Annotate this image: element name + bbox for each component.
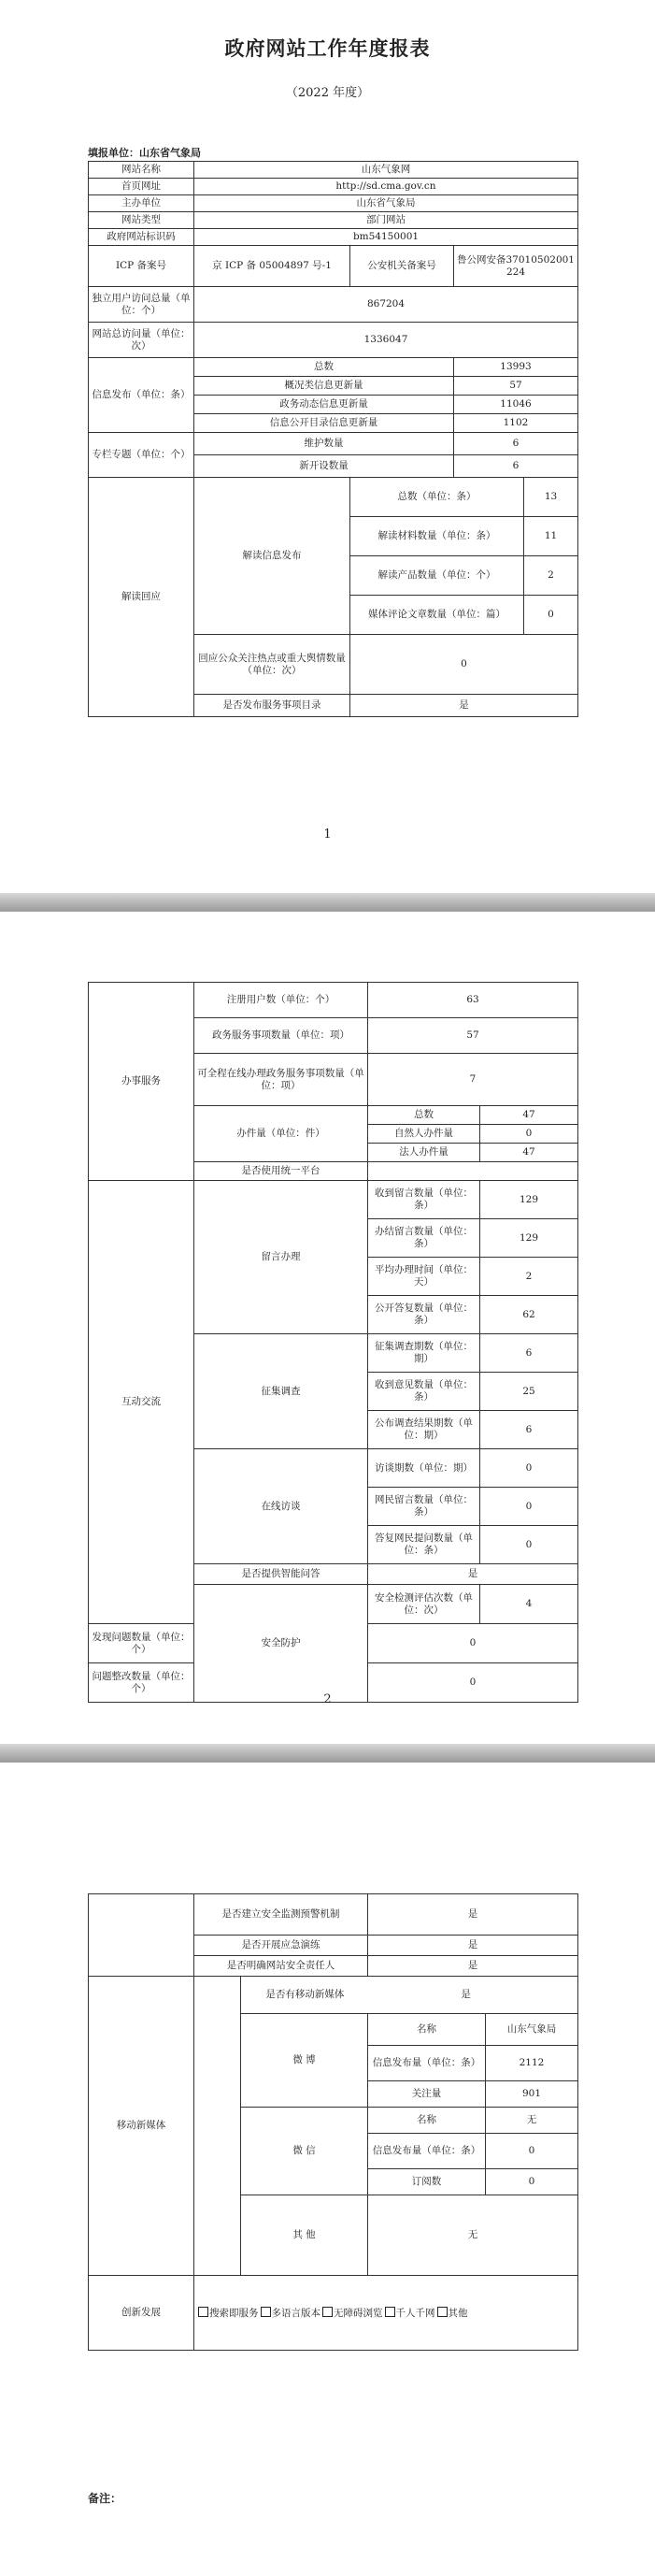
- smart-qa-label: 是否提供智能问答: [194, 1564, 368, 1585]
- pv-label: 网站总访问量（单位：次）: [89, 323, 194, 358]
- service-items-label: 政务服务事项数量（单位：项）: [194, 1018, 368, 1054]
- security-drill-label: 是否开展应急演练: [194, 1936, 368, 1956]
- security-checks-label: 安全检测评估次数（单位：次）: [368, 1585, 480, 1624]
- home-url-value: http://sd.cma.gov.cn: [194, 179, 578, 195]
- interpret-label: 解读回应: [89, 478, 194, 717]
- topics-maintain-value: 6: [454, 433, 578, 455]
- site-id-value: bm54150001: [194, 229, 578, 246]
- page-separator: [0, 893, 655, 912]
- interpret-material-label: 解读材料数量（单位：条）: [350, 517, 524, 556]
- report-year: （2022 年度）: [285, 86, 370, 100]
- survey-periods-label: 征集调查期数（单位：期）: [368, 1334, 480, 1373]
- media-has-row: [241, 1977, 578, 2014]
- interview-netizen-value: 0: [480, 1488, 578, 1526]
- media-has-label: 是否有移动新媒体: [265, 1989, 345, 2000]
- home-url-label: 首页网址: [89, 179, 194, 195]
- psb-label: 公安机关备案号: [350, 246, 454, 287]
- psb-value: 鲁公网安备37010502001224: [454, 246, 578, 287]
- icp-value: 京 ICP 备 05004897 号-1: [194, 246, 350, 287]
- unified-platform-value: [368, 1162, 578, 1181]
- message-received-label: 收到留言数量（单位：条）: [368, 1181, 480, 1219]
- media-has-value: 是: [461, 1989, 471, 2000]
- service-legal-label: 法人办件量: [368, 1144, 480, 1162]
- security-drill-value: 是: [368, 1936, 578, 1956]
- security-issues-value: 0: [368, 1624, 578, 1663]
- report-table-page-3: [88, 1893, 578, 2351]
- publish-total-value: 13993: [454, 358, 578, 377]
- site-type-value: 部门网站: [194, 212, 578, 229]
- topics-new-label: 新开设数量: [194, 455, 454, 478]
- checkbox-icon: [322, 2307, 333, 2317]
- interpret-total-label: 总数（单位：条）: [350, 478, 524, 517]
- media-sub-cell: [194, 1977, 241, 2276]
- service-handled-label: 办件量（单位：件）: [194, 1106, 368, 1162]
- message-avg-label: 平均办理时间（单位：天）: [368, 1258, 480, 1296]
- sponsor-value: 山东省气象局: [194, 195, 578, 212]
- site-name-label: 网站名称: [89, 162, 194, 179]
- unified-platform-label: 是否使用统一平台: [194, 1162, 368, 1181]
- interview-periods-label: 访谈期数（单位：期）: [368, 1449, 480, 1488]
- interview-netizen-label: 网民留言数量（单位：条）: [368, 1488, 480, 1526]
- publish-total-label: 总数: [194, 358, 454, 377]
- site-type-label: 网站类型: [89, 212, 194, 229]
- smart-qa-value: 是: [368, 1564, 578, 1585]
- report-table-page-1: [88, 161, 578, 717]
- uv-value: 867204: [194, 287, 578, 323]
- media-other-label: 其 他: [241, 2195, 368, 2276]
- weibo-name-value: 山东气象局: [486, 2014, 578, 2046]
- security-owner-value: 是: [368, 1956, 578, 1977]
- message-public-value: 62: [480, 1296, 578, 1334]
- security-monitor-label: 是否建立安全监测预警机制: [194, 1894, 368, 1936]
- checkbox-icon: [261, 2307, 271, 2317]
- weibo-label: 微 博: [241, 2014, 368, 2108]
- weibo-posts-value: 2112: [486, 2046, 578, 2081]
- service-natural-value: 0: [480, 1125, 578, 1144]
- filing-unit: 填报单位：山东省气象局: [88, 147, 201, 159]
- security-fixed-label: 问题整改数量（单位：个）: [89, 1663, 194, 1703]
- message-done-value: 129: [480, 1219, 578, 1258]
- publish-label: 信息发布（单位：条）: [89, 358, 194, 433]
- survey-results-label: 公布调查结果期数（单位：期）: [368, 1411, 480, 1449]
- service-label: 办事服务: [89, 983, 194, 1181]
- checkbox-icon: [198, 2307, 208, 2317]
- wechat-posts-value: 0: [486, 2134, 578, 2169]
- survey-results-value: 6: [480, 1411, 578, 1449]
- report-page-2: [0, 912, 655, 1744]
- security-monitor-value: 是: [368, 1894, 578, 1936]
- service-handled-total-value: 47: [480, 1106, 578, 1125]
- service-handled-total-label: 总数: [368, 1106, 480, 1125]
- media-label: 移动新媒体: [89, 1977, 194, 2276]
- publish-dynamic-value: 11046: [454, 396, 578, 414]
- security-label: 安全防护: [194, 1585, 368, 1703]
- security-fixed-value: 0: [368, 1663, 578, 1703]
- wechat-label: 微 信: [241, 2108, 368, 2195]
- survey-periods-value: 6: [480, 1334, 578, 1373]
- wechat-subs-label: 订阅数: [368, 2169, 486, 2195]
- interview-reply-value: 0: [480, 1526, 578, 1564]
- remark-label: 备注：: [88, 2492, 122, 2505]
- security-owner-label: 是否明确网站安全责任人: [194, 1956, 368, 1977]
- message-done-label: 办结留言数量（单位：条）: [368, 1219, 480, 1258]
- service-online-label: 可全程在线办理政务服务事项数量（单位：项）: [194, 1054, 368, 1106]
- checkbox-icon: [385, 2307, 395, 2317]
- interpret-total-value: 13: [524, 478, 578, 517]
- security-issues-label: 发现问题数量（单位：个）: [89, 1624, 194, 1663]
- pv-value: 1336047: [194, 323, 578, 358]
- page-separator: [0, 1744, 655, 1763]
- topics-new-value: 6: [454, 455, 578, 478]
- publish-catalog-value: 1102: [454, 414, 578, 433]
- innovation-options: [194, 2276, 578, 2351]
- page-number-1: 1: [323, 827, 332, 842]
- site-id-label: 政府网站标识码: [89, 229, 194, 246]
- message-label: 留言办理: [194, 1181, 368, 1334]
- publish-catalog-label: 信息公开目录信息更新量: [194, 414, 454, 433]
- weibo-followers-value: 901: [486, 2081, 578, 2108]
- uv-label: 独立用户访问总量（单位：个）: [89, 287, 194, 323]
- publish-dynamic-label: 政务动态信息更新量: [194, 396, 454, 414]
- checkbox-icon: [437, 2307, 448, 2317]
- sponsor-label: 主办单位: [89, 195, 194, 212]
- innovation-option[interactable]: 无障碍浏览: [322, 2307, 383, 2320]
- innovation-option[interactable]: 搜索即服务: [198, 2307, 259, 2320]
- wechat-subs-value: 0: [486, 2169, 578, 2195]
- innovation-option[interactable]: 多语言版本: [261, 2307, 321, 2320]
- innovation-label: 创新发展: [89, 2276, 194, 2351]
- service-catalog-label: 是否发布服务事项目录: [194, 695, 350, 717]
- report-title: 政府网站工作年度报表: [224, 36, 431, 60]
- survey-opinions-label: 收到意见数量（单位：条）: [368, 1373, 480, 1411]
- interpret-material-value: 11: [524, 517, 578, 556]
- interview-periods-value: 0: [480, 1449, 578, 1488]
- service-users-value: 63: [368, 983, 578, 1018]
- publish-overview-value: 57: [454, 377, 578, 396]
- security-cont-cell: [89, 1894, 194, 1977]
- message-received-value: 129: [480, 1181, 578, 1219]
- service-legal-value: 47: [480, 1144, 578, 1162]
- site-name-value: 山东气象网: [194, 162, 578, 179]
- service-users-label: 注册用户数（单位：个）: [194, 983, 368, 1018]
- interpret-response-label: 回应公众关注热点或重大舆情数量（单位：次）: [194, 635, 350, 695]
- service-catalog-value: 是: [350, 695, 578, 717]
- innovation-option[interactable]: 千人千网: [385, 2307, 435, 2320]
- innovation-option[interactable]: 其他: [437, 2307, 468, 2320]
- interview-reply-label: 答复网民提问数量（单位：条）: [368, 1526, 480, 1564]
- interpret-publish-label: 解读信息发布: [194, 478, 350, 635]
- media-other-value: 无: [368, 2195, 578, 2276]
- weibo-name-label: 名称: [368, 2014, 486, 2046]
- interpret-media-value: 0: [524, 596, 578, 635]
- interpret-product-value: 2: [524, 556, 578, 596]
- interview-label: 在线访谈: [194, 1449, 368, 1564]
- topics-maintain-label: 维护数量: [194, 433, 454, 455]
- interpret-media-label: 媒体评论文章数量（单位：篇）: [350, 596, 524, 635]
- topics-label: 专栏专题（单位：个）: [89, 433, 194, 478]
- weibo-followers-label: 关注量: [368, 2081, 486, 2108]
- survey-label: 征集调查: [194, 1334, 368, 1449]
- publish-overview-label: 概况类信息更新量: [194, 377, 454, 396]
- report-table-page-2: [88, 982, 578, 1703]
- interpret-response-value: 0: [350, 635, 578, 695]
- wechat-name-value: 无: [486, 2108, 578, 2134]
- message-public-label: 公开答复数量（单位：条）: [368, 1296, 480, 1334]
- wechat-name-label: 名称: [368, 2108, 486, 2134]
- weibo-posts-label: 信息发布量（单位：条）: [368, 2046, 486, 2081]
- report-page-3: [0, 1763, 655, 2576]
- wechat-posts-label: 信息发布量（单位：条）: [368, 2134, 486, 2169]
- report-page-1: [0, 0, 655, 893]
- icp-label: ICP 备案号: [89, 246, 194, 287]
- service-items-value: 57: [368, 1018, 578, 1054]
- security-checks-value: 4: [480, 1585, 578, 1624]
- interpret-product-label: 解读产品数量（单位：个）: [350, 556, 524, 596]
- page-number-2: 2: [323, 1692, 332, 1706]
- interaction-label: 互动交流: [89, 1181, 194, 1624]
- message-avg-value: 2: [480, 1258, 578, 1296]
- service-natural-label: 自然人办件量: [368, 1125, 480, 1144]
- service-online-value: 7: [368, 1054, 578, 1106]
- survey-opinions-value: 25: [480, 1373, 578, 1411]
